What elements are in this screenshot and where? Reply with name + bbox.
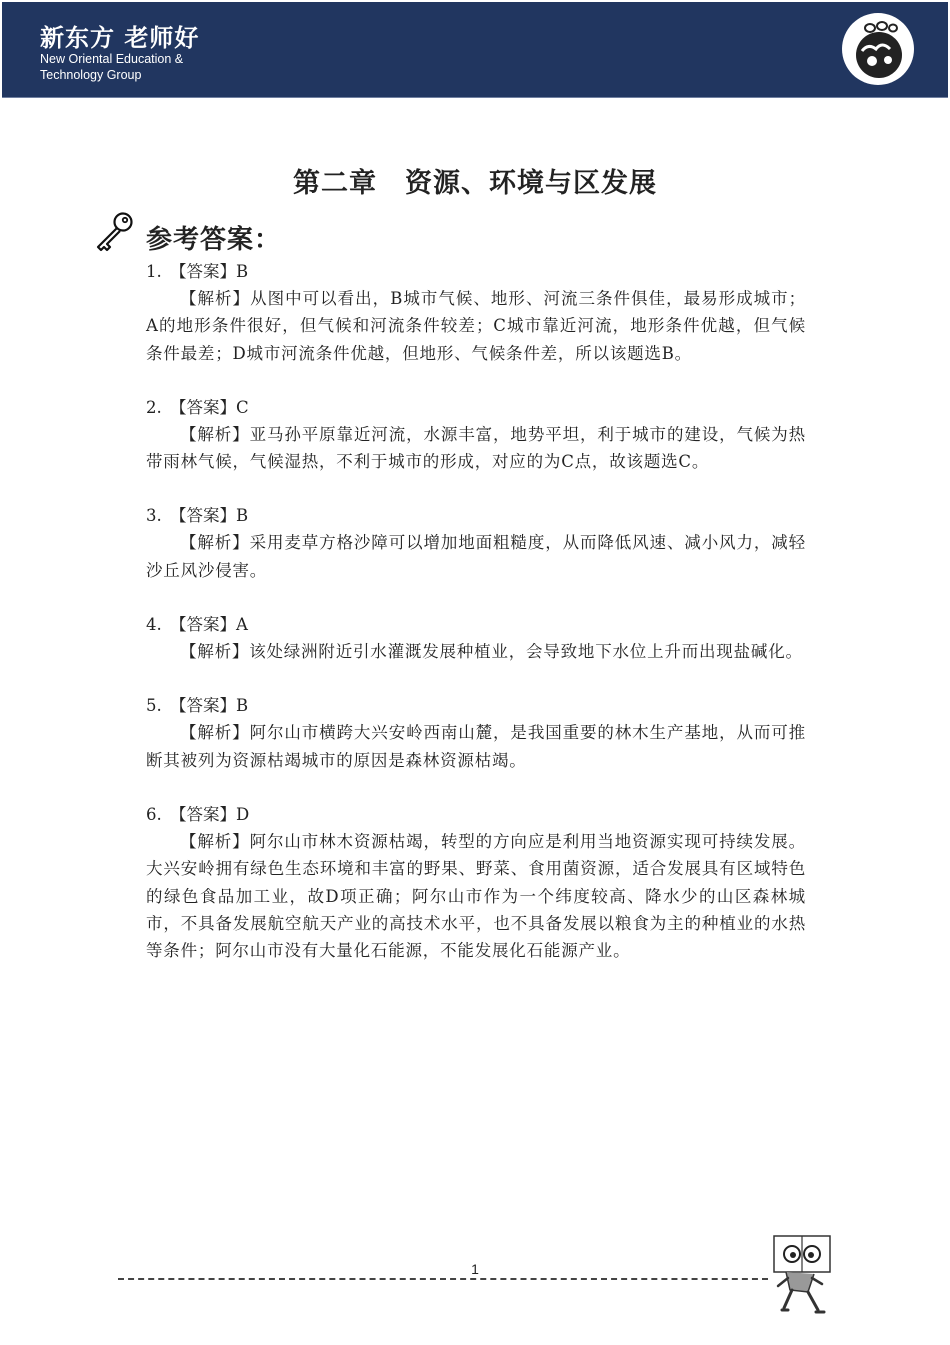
answers-heading: 参考答案： xyxy=(146,225,282,255)
explanation-text: 【解析】采用麦草方格沙障可以增加地面粗糙度，从而降低风速、减小风力，减轻沙丘风沙侵害。 xyxy=(146,533,806,580)
answer-item xyxy=(146,611,806,665)
answer-line: 4. 【答案】A xyxy=(146,615,248,635)
chapter-title: 第二章 资源、环境与区发展 xyxy=(293,168,657,199)
answer-line: 6. 【答案】D xyxy=(146,804,250,824)
answer-line: 3. 【答案】B xyxy=(146,506,249,526)
answer-item xyxy=(146,258,806,367)
explanation-text: 【解析】亚马孙平原靠近河流，水源丰富，地势平坦，利于城市的建设，气候为热带雨林气候，气候湿热，不利于城市的形成，对应的为C点，故该题选C。 xyxy=(146,424,806,472)
answers-list xyxy=(146,258,806,991)
answer-item xyxy=(146,394,806,476)
brand-name-cn: 新东方 老师好 xyxy=(40,24,200,52)
explanation-text: 【解析】从图中可以看出，B城市气候、地形、河流三条件俱佳，最易形成城市；A的地形条件很好，但气候和河流条件较差；C城市靠近河流，地形条件优越，但气候条件最差；D城市河流条件优越，但地形、气候条件差，所以该题选B。 xyxy=(146,289,806,363)
answer-item xyxy=(146,801,806,964)
page-header xyxy=(2,2,948,98)
answer-item xyxy=(146,692,806,774)
answer-line: 1. 【答案】B xyxy=(146,262,249,281)
reading-mascot-icon xyxy=(768,1232,836,1316)
explanation-text: 【解析】阿尔山市横跨大兴安岭西南山麓，是我国重要的林木生产基地，从而可推断其被列为资源枯竭城市的原因是森林资源枯竭。 xyxy=(146,723,806,770)
answer-line: 5. 【答案】B xyxy=(146,696,249,716)
answer-item xyxy=(146,502,806,584)
answer-line: 2. 【答案】C xyxy=(146,397,249,417)
key-icon xyxy=(92,210,136,254)
explanation-text: 【解析】阿尔山市林木资源枯竭，转型的方向应是利用当地资源实现可持续发展。大兴安岭拥有绿色生态环境和丰富的野果、野菜、食用菌资源，适合发展具有区域特色的绿色食品加工业，故D项正确；阿尔山市作为一个纬度较高、降水少的山区森林城市，不具备发展航空航天产业的高技术水平，也不具备发展以粮食为主的种植业的水热等条件；阿尔山市没有大量化石能源，不能发展化石能源产业。 xyxy=(146,831,806,961)
brand-name-en-line1: New Oriental Education & xyxy=(40,52,184,66)
footer-divider xyxy=(118,1278,768,1280)
brand-name-en-line2: Technology Group xyxy=(40,68,142,82)
page-number: 1 xyxy=(471,1261,479,1277)
mascot-logo-icon xyxy=(842,13,914,85)
explanation-text: 【解析】该处绿洲附近引水灌溉发展种植业，会导致地下水位上升而出现盐碱化。 xyxy=(180,642,803,662)
